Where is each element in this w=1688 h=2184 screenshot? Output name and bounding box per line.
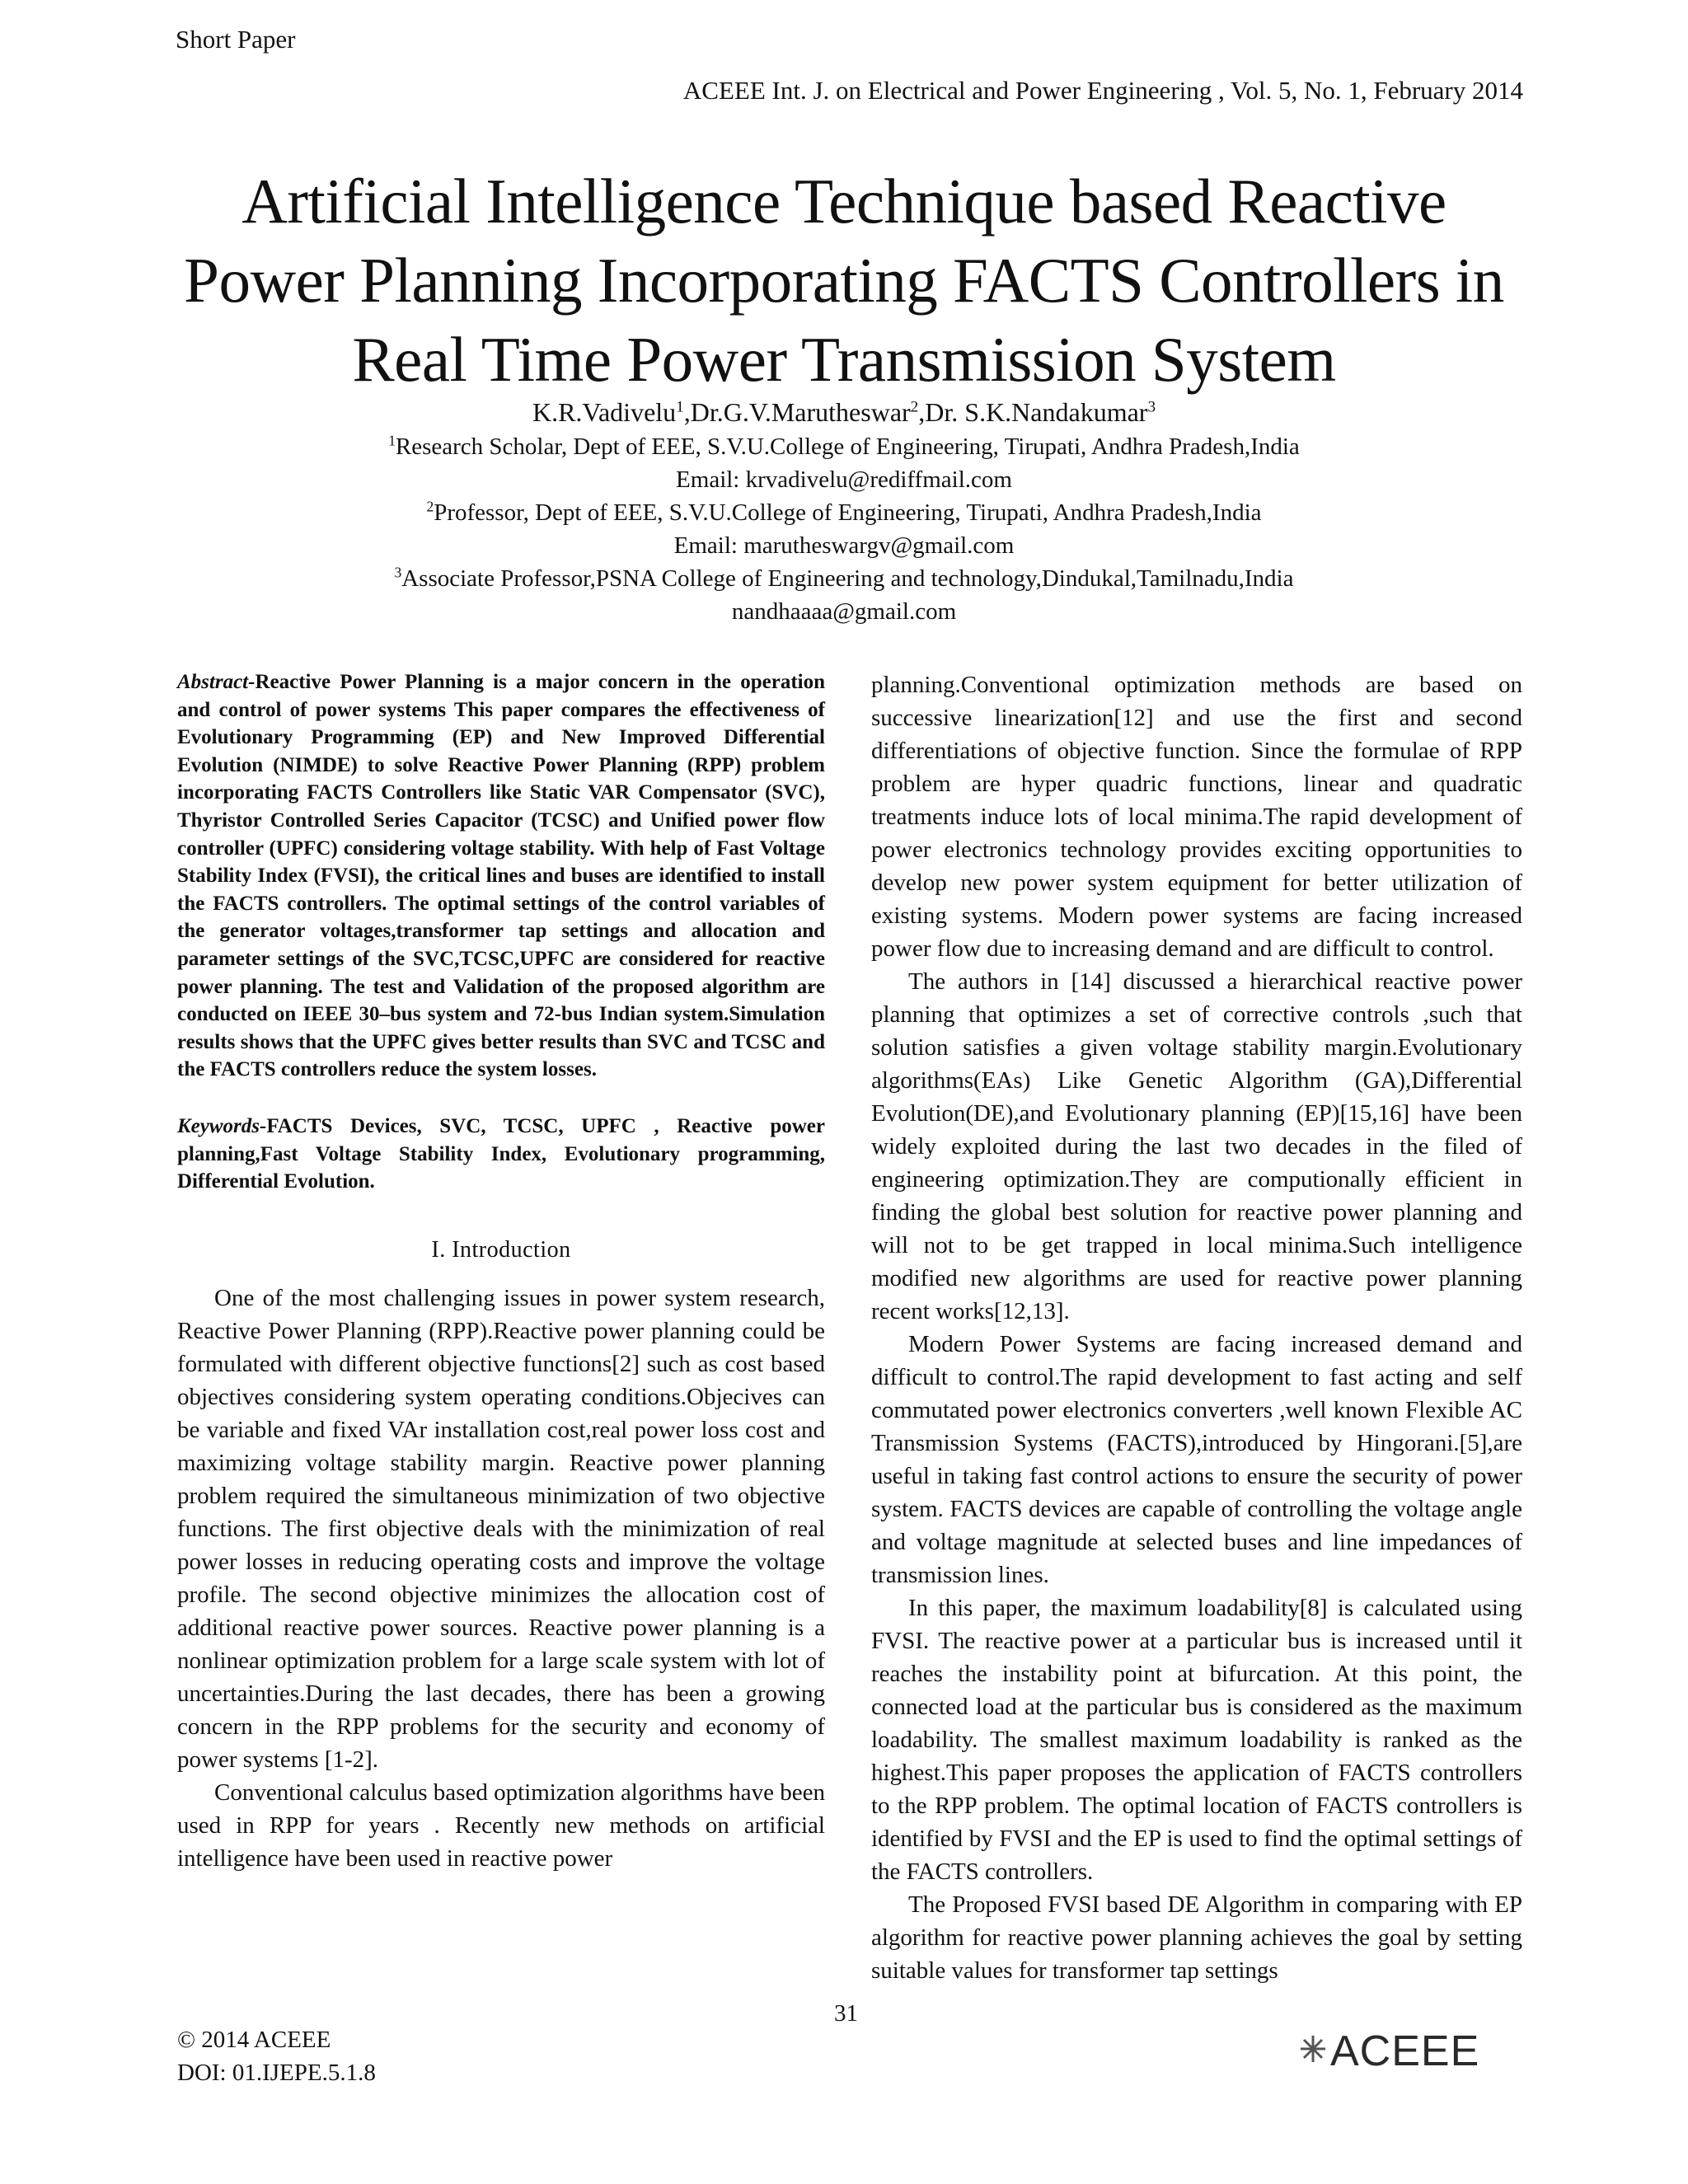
author-1-sup: 1 xyxy=(676,398,684,416)
affiliation-2: $^2$Professor, Dept of EEE, S.V.U.College of Engineering, Tirupati, Andhra Pradesh,India xyxy=(426,498,1262,526)
abstract-text: Reactive Power Planning is a major concern in the operation and control of power systems This paper compares the effectiveness of Evolutionary Programming (EP) and New Improved Differential Evolution (NIMDE) to solve Reactive Power Planning (RPP) problem incorporating FACTS Controllers like Static VAR Compensator (SVC), Thyristor Controlled Series Capacitor (TCSC) and Unified power flow controller (UPFC) considering voltage stability. With help of Fast Voltage Stability Index (FVSI), the critical lines and buses are identified to install the FACTS controllers. The optimal settings of the control variables of the generator voltages,transformer tap settings and allocation and parameter settings of the SVC,TCSC,UPFC are considered for reactive power planning. The test and Validation of the proposed algorithm are conducted on IEEE 30–bus system and 72-bus Indian system.Simulation results shows that the UPFC gives better results than SVC and TCSC and the FACTS controllers reduce the system losses. xyxy=(177,671,825,1081)
affiliation-1: $^1$Research Scholar, Dept of EEE, S.V.U.College of Engineering, Tirupati, Andhra Pradesh,India xyxy=(388,432,1300,460)
keywords xyxy=(177,1113,825,1196)
doi: DOI: 01.IJEPE.5.1.8 xyxy=(177,2060,376,2086)
author-2: ,Dr.G.V.Marutheswar xyxy=(683,397,911,427)
email-1: Email: krvadivelu@rediffmail.com xyxy=(676,466,1012,493)
keywords-text: FACTS Devices, SVC, TCSC, UPFC , Reactive power planning,Fast Voltage Stability Index, Evolutionary programming, Differential Evolution. xyxy=(177,1114,825,1193)
section-heading-introduction: I. Introduction xyxy=(431,1236,571,1263)
title-line-1: Artificial Intelligence Technique based Reactive xyxy=(241,166,1447,237)
left-paragraph-2: Conventional calculus based optimization algorithms have been used in RPP for years . Recently new methods on artificial intelligence have been used in reactive power xyxy=(177,1779,825,1872)
keywords-label: Keywords- xyxy=(177,1114,267,1137)
abstract-label: Abstract- xyxy=(177,671,256,693)
title-line-2: Power Planning Incorporating FACTS Controllers in xyxy=(184,245,1504,316)
star-icon xyxy=(1301,2036,1325,2062)
paper-title xyxy=(99,162,1589,399)
journal-header: ACEEE Int. J. on Electrical and Power Engineering , Vol. 5, No. 1, February 2014 xyxy=(682,76,1523,105)
affiliations xyxy=(0,430,1688,628)
short-paper-label: Short Paper xyxy=(176,25,296,54)
author-3: ,Dr. S.K.Nandakumar xyxy=(918,397,1148,427)
page-number: 31 xyxy=(834,2000,858,2027)
right-paragraph-3: Modern Power Systems are facing increased demand and difficult to control.The rapid development to fast acting and self commutated power electronics converters ,well known Flexible AC Transmission Systems (FACTS),introduced by Hingorani.[5],are useful in taking fast control actions to ensure the security of power system. FACTS devices are capable of controlling the voltage angle and voltage magnitude at selected buses and line impedances of transmission lines. xyxy=(871,1331,1522,1588)
left-paragraph-1: One of the most challenging issues in power system research, Reactive Power Planning (RPP).Reactive power planning could be formulated with different objective functions[2] such as cost based objectives considering system operating conditions.Objecives can be variable and fixed VAr installation cost,real power loss cost and maximizing voltage stability margin. Reactive power planning problem required the simultaneous minimization of two objective functions. The first objective deals with the minimization of real power losses in reducing operating costs and improve the voltage profile. The second objective minimizes the allocation cost of additional reactive power sources. Reactive power planning is a nonlinear optimization problem for a large scale system with lot of uncertainties.During the last decades, there has been a growing concern in the RPP problems for the security and economy of power systems [1-2]. xyxy=(177,1284,825,1773)
author-2-sup: 2 xyxy=(910,398,919,416)
email-2: Email: marutheswargv@gmail.com xyxy=(673,532,1015,559)
right-column xyxy=(871,668,1522,1987)
right-paragraph-5: The Proposed FVSI based DE Algorithm in comparing with EP algorithm for reactive power planning achieves the goal by setting suitable values for transformer tap settings xyxy=(871,1891,1522,1984)
logo-text: ACEEE xyxy=(1330,2027,1480,2074)
email-3: nandhaaaa@gmail.com xyxy=(731,598,957,625)
aceee-logo xyxy=(1294,2024,1525,2074)
right-paragraph-2: The authors in [14] discussed a hierarchical reactive power planning that optimizes a set of corrective controls ,such that solution satisfies a given voltage stability margin.Evolutionary algorithms(EAs) Like Genetic Algorithm (GA),Differential Evolution(DE),and Evolutionary planning (EP)[15,16] have been widely exploited during the last two decades in the filed of engineering optimization.They are computionally efficient in finding the global best solution for reactive power planning and will not to be get trapped in local minima.Such intelligence modified new algorithms are used for reactive power planning recent works[12,13]. xyxy=(871,968,1522,1324)
author-1: K.R.Vadivelu xyxy=(532,397,677,427)
left-column xyxy=(177,668,825,1875)
footer-left xyxy=(177,2023,376,2089)
author-3-sup: 3 xyxy=(1147,398,1156,416)
author-list xyxy=(0,396,1688,429)
affiliation-3: $^3$Associate Professor,PSNA College of Engineering and technology,Dindukal,Tamilnadu,India xyxy=(394,564,1294,592)
abstract xyxy=(177,668,825,1084)
right-paragraph-1: planning.Conventional optimization methods are based on successive linearization[12] and use the first and second differentiations of objective function. Since the formulae of RPP problem are hyper quadric functions, linear and quadratic treatments induce lots of local minima.The rapid development of power electronics technology provides exciting opportunities to develop new power system equipment for better utilization of existing systems. Modern power systems are facing increased power flow due to increasing demand and are difficult to control. xyxy=(871,672,1522,962)
right-paragraph-4: In this paper, the maximum loadability[8] is calculated using FVSI. The reactive power at a particular bus is increased until it reaches the instability point at bifurcation. At this point, the connected load at the particular bus is considered as the maximum loadability. The smallest maximum loadability is ranked as the highest.This paper proposes the application of FACTS controllers to the RPP problem. The optimal location of FACTS controllers is identified by FVSI and the EP is used to find the optimal settings of the FACTS controllers. xyxy=(871,1595,1522,1885)
title-line-3: Real Time Power Transmission System xyxy=(352,324,1336,395)
copyright: © 2014 ACEEE xyxy=(177,2027,331,2053)
